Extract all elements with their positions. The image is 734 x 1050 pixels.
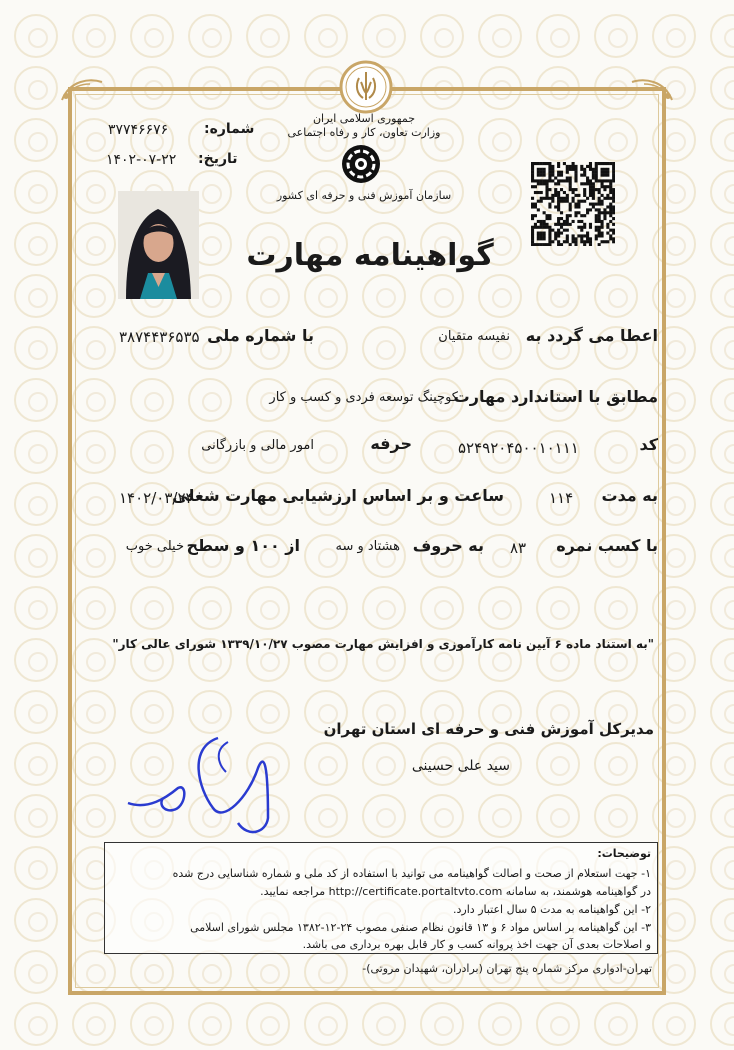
- exam-date: ۱۴۰۲/۰۳/۲۴: [119, 489, 194, 507]
- country-name: جمهوری اسلامی ایران: [312, 112, 416, 125]
- level-value: خیلی خوب: [125, 539, 184, 554]
- corner-ornament-icon: [630, 76, 674, 102]
- trade-value: امور مالی و بازرگانی: [201, 438, 314, 453]
- watermark-circle: [130, 1002, 174, 1046]
- watermark-circle: [420, 14, 464, 58]
- watermark-circle: [14, 118, 58, 162]
- watermark-circle: [710, 638, 734, 682]
- certificate-title: گواهینامه مهارت: [246, 238, 494, 273]
- code-value: ۵۲۴۹۲۰۴۵۰۰۱۰۱۱۱: [458, 439, 579, 457]
- iran-emblem-icon: [339, 60, 393, 114]
- watermark-circle: [14, 274, 58, 318]
- date-label: تاریخ:: [198, 151, 238, 167]
- watermark-circle: [188, 1002, 232, 1046]
- ministry-name: وزارت تعاون، کار و رفاه اجتماعی: [287, 126, 441, 139]
- watermark-circle: [652, 14, 696, 58]
- trade-label: حرفه: [370, 434, 412, 453]
- watermark-circle: [362, 1002, 406, 1046]
- watermark-circle: [14, 742, 58, 786]
- note-line-1: ۱- جهت استعلام از صحت و اصالت گواهینامه می توانید با استفاده از کد ملی و شماره شناسایی درج شده: [172, 867, 651, 880]
- watermark-circle: [710, 534, 734, 578]
- standard-label: مطابق با استاندارد مهارت: [453, 387, 658, 406]
- score-value: ۸۳: [510, 539, 527, 557]
- hours-label: ساعت و بر اساس ارزشیابی مهارت شغلی: [172, 486, 504, 505]
- number-value: ۳۷۷۴۶۶۷۶: [108, 122, 169, 138]
- watermark-circle: [14, 14, 58, 58]
- footer-address: تهران-ادواری مرکز شماره پنج تهران (برادران، شهیدان مروتی)-: [362, 962, 652, 975]
- tvto-logo-icon: [340, 143, 382, 185]
- watermark-circle: [14, 378, 58, 422]
- in-words-label: به حروف: [412, 536, 484, 555]
- watermark-circle: [420, 1002, 464, 1046]
- watermark-circle: [710, 950, 734, 994]
- watermark-circle: [14, 638, 58, 682]
- watermark-circle: [710, 14, 734, 58]
- signature-icon: [118, 728, 288, 848]
- watermark-circle: [710, 118, 734, 162]
- watermark-circle: [72, 14, 116, 58]
- note-line-4: ۳- این گواهینامه بر اساس مواد ۶ و ۱۳ قانون نظام صنفی مصوب ۲۴-۱۲-۱۳۸۲ مجلس شورای اسلامی: [190, 921, 651, 934]
- watermark-circle: [14, 950, 58, 994]
- date-value: ۱۴۰۲-۰۷-۲۲: [106, 152, 177, 168]
- duration-label: به مدت: [601, 486, 658, 505]
- in-words-value: هشتاد و سه: [335, 539, 400, 554]
- watermark-circle: [14, 690, 58, 734]
- watermark-circle: [14, 222, 58, 266]
- watermark-circle: [246, 14, 290, 58]
- watermark-circle: [594, 1002, 638, 1046]
- signatory-title: مدیرکل آموزش فنی و حرفه ای استان تهران: [323, 720, 654, 738]
- signatory-name: سید علی حسینی: [411, 758, 510, 774]
- watermark-circle: [478, 1002, 522, 1046]
- awarded-name: نفیسه متقیان: [438, 329, 510, 344]
- watermark-circle: [304, 14, 348, 58]
- watermark-circle: [710, 222, 734, 266]
- watermark-circle: [14, 898, 58, 942]
- watermark-circle: [14, 170, 58, 214]
- watermark-circle: [710, 1002, 734, 1046]
- national-id-label: با شماره ملی: [207, 326, 314, 345]
- awarded-label: اعطا می گردد به: [525, 326, 658, 345]
- watermark-circle: [14, 846, 58, 890]
- watermark-circle: [246, 1002, 290, 1046]
- watermark-circle: [710, 378, 734, 422]
- score-label: با کسب نمره: [556, 536, 658, 555]
- watermark-circle: [710, 274, 734, 318]
- watermark-circle: [188, 14, 232, 58]
- watermark-circle: [710, 326, 734, 370]
- watermark-circle: [536, 14, 580, 58]
- national-id-value: ۳۸۷۴۴۳۶۵۳۵: [119, 328, 200, 346]
- watermark-circle: [710, 846, 734, 890]
- watermark-circle: [710, 170, 734, 214]
- note-line-5: و اصلاحات بعدی آن جهت اخذ پروانه کسب و کار قابل بهره برداری می باشد.: [302, 938, 651, 951]
- note-line-3: ۲- این گواهینامه به مدت ۵ سال اعتبار دارد.: [453, 903, 651, 916]
- watermark-circle: [652, 1002, 696, 1046]
- watermark-circle: [14, 66, 58, 110]
- watermark-circle: [710, 794, 734, 838]
- notes-heading: توضیحات:: [597, 847, 651, 860]
- watermark-circle: [14, 1002, 58, 1046]
- watermark-circle: [710, 66, 734, 110]
- watermark-circle: [14, 326, 58, 370]
- watermark-circle: [14, 430, 58, 474]
- note-line-2: در گواهینامه هوشمند، به سامانه http://certificate.portaltvto.com مراجعه نمایید.: [260, 885, 651, 898]
- watermark-circle: [536, 1002, 580, 1046]
- holder-photo: [118, 191, 199, 299]
- watermark-circle: [710, 742, 734, 786]
- qr-code: [531, 162, 615, 246]
- watermark-circle: [478, 14, 522, 58]
- organization-name: سازمان آموزش فنی و حرفه ای کشور: [276, 189, 452, 202]
- watermark-circle: [72, 1002, 116, 1046]
- watermark-circle: [594, 14, 638, 58]
- watermark-circle: [710, 586, 734, 630]
- code-label: کد: [639, 435, 658, 454]
- decree-text: "به استناد ماده ۶ آیین نامه کارآموزی و افزایش مهارت مصوب ۱۳۳۹/۱۰/۲۷ شورای عالی کار": [112, 637, 654, 651]
- watermark-circle: [14, 534, 58, 578]
- watermark-circle: [14, 482, 58, 526]
- notes-box: [104, 842, 658, 954]
- watermark-circle: [710, 898, 734, 942]
- watermark-circle: [14, 794, 58, 838]
- standard-value: کوچینگ توسعه فردی و کسب و کار: [269, 390, 458, 405]
- watermark-circle: [130, 14, 174, 58]
- watermark-circle: [304, 1002, 348, 1046]
- qr-code-icon: [531, 162, 615, 246]
- corner-ornament-icon: [60, 76, 104, 102]
- watermark-circle: [14, 586, 58, 630]
- number-label: شماره:: [204, 121, 255, 137]
- watermark-circle: [710, 430, 734, 474]
- watermark-circle: [710, 482, 734, 526]
- watermark-circle: [362, 14, 406, 58]
- out-of-label: از ۱۰۰ و سطح: [186, 536, 300, 555]
- duration-value: ۱۱۴: [549, 489, 574, 507]
- watermark-circle: [710, 690, 734, 734]
